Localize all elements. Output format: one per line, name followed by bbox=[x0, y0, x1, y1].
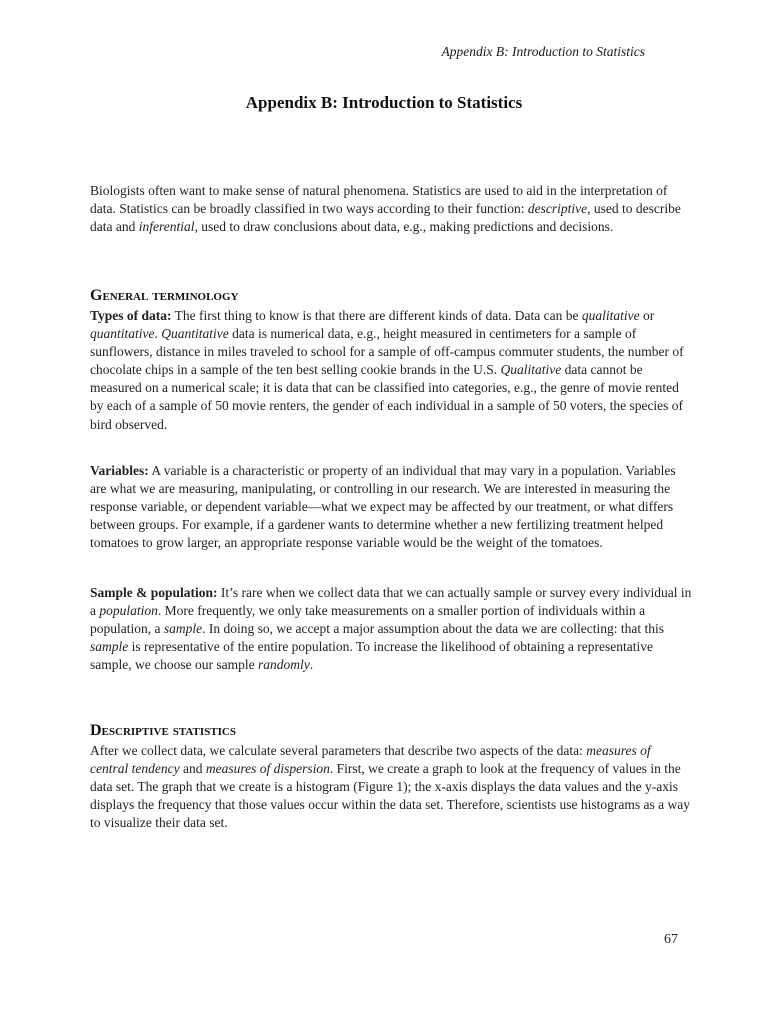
descriptive-statistics-paragraph: After we collect data, we calculate several parameters that describe two aspects of the data: measures of central tendency and measures of dispersion. First, we create a graph to look at the frequency of values in the data set. The graph that we create is a histogram (Figure 1); the x-axis displays the data values and the y-axis displays the frequency that those values occur within the data set. Therefore, scientists use histograms as a way to visualize their data set. bbox=[90, 743, 690, 831]
term-types-of-data: Types of data: bbox=[90, 308, 172, 323]
section-heading-descriptive-statistics: Descriptive statistics bbox=[90, 722, 236, 739]
term-sample-population: Sample & population: bbox=[90, 585, 218, 600]
emphasis-inferential: inferential bbox=[138, 219, 195, 235]
intro-paragraph: Biologists often want to make sense of natural phenomena. Statistics are used to aid in the interpretation of data. Statistics can be broadly classified in two ways according to their function: descriptive, used to describe data and inferential, used to draw conclusions about data, e.g., making predictions and decisions. bbox=[90, 183, 681, 235]
running-header: Appendix B: Introduction to Statistics bbox=[441, 44, 645, 59]
variables-paragraph: Variables: A variable is a characteristic or property of an individual that may vary in a population. Variables are what we are measuring, manipulating, or controlling in our research. We are interested in measuring the response variable, or dependent variable—what we expect may be affected by our treatment, or what differs between groups. For example, if a gardener wants to determine whether a new fertilizing treatment helped tomatoes to grow larger, an appropriate response variable would be the weight of the tomatoes. bbox=[90, 463, 676, 551]
section-heading-general-terminology: General terminology bbox=[90, 287, 239, 304]
page-title: Appendix B: Introduction to Statistics bbox=[245, 93, 523, 112]
emphasis-descriptive: descriptive bbox=[527, 201, 588, 217]
types-of-data-paragraph: Types of data: The first thing to know is that there are different kinds of data. Data can be qualitative or quantitative. Quantitative data is numerical data, e.g., height measured in centimeters for a sample of sunflowers, distance in miles traveled to school for a sample of off-campus commuter students, the number of chocolate chips in a sample of the ten best selling cookie brands in the U.S. Qualitative data cannot be measured on a numerical scale; it is data that can be classified into categories, e.g., the genre of movie rented by each of a sample of 50 movie renters, the gender of each individual in a sample of 50 voters, the species of bird observed. bbox=[90, 308, 684, 432]
term-variables: Variables: bbox=[90, 463, 149, 478]
page-number: 67 bbox=[664, 932, 678, 947]
sample-population-paragraph: Sample & population: It’s rare when we collect data that we can actually sample or survey every individual in a population. More frequently, we only take measurements on a smaller portion of individuals within a population, a sample. In doing so, we accept a major assumption about the data we are collecting: that this sample is representative of the entire population. To increase the likelihood of obtaining a representative sample, we choose our sample randomly. bbox=[90, 585, 692, 673]
